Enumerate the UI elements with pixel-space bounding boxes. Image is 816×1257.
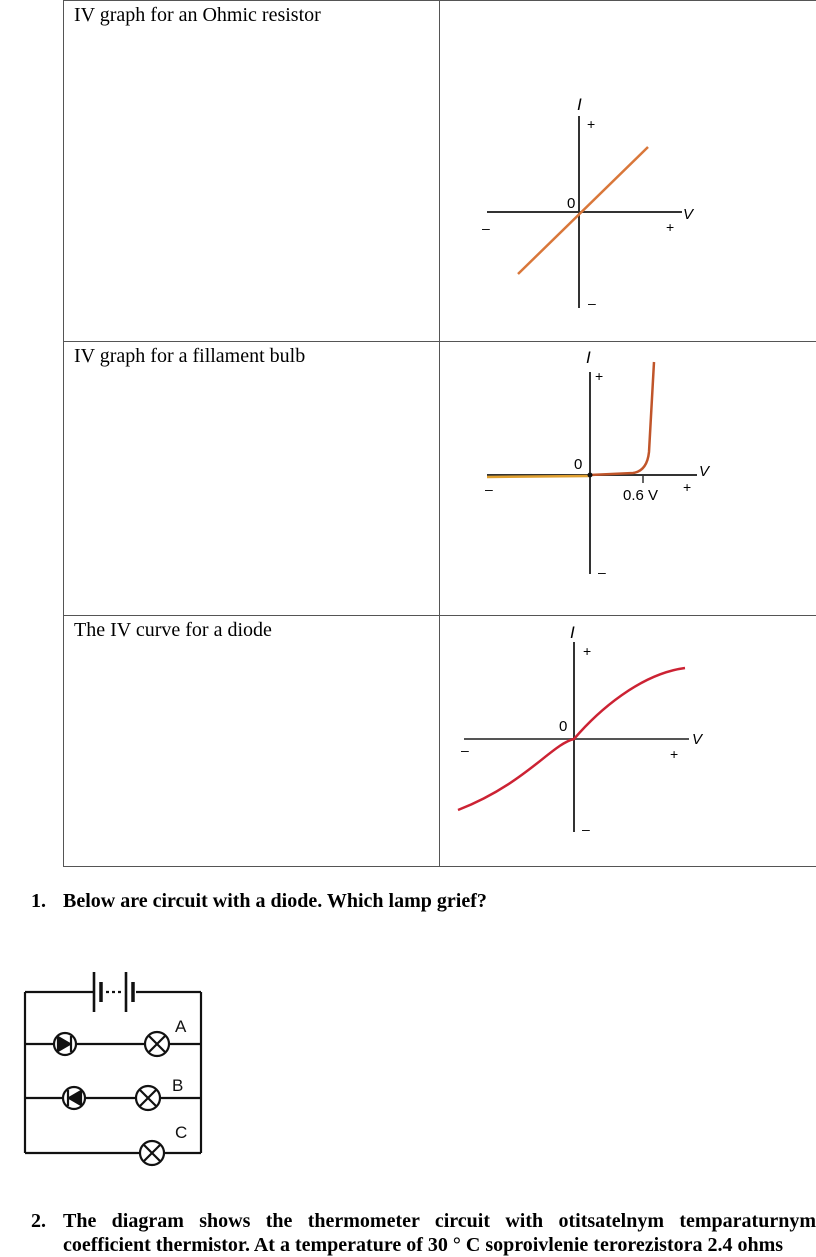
row-label: IV graph for a fillament bulb — [64, 342, 439, 368]
i-minus-label: – — [582, 821, 590, 837]
i-axis-label: I — [577, 95, 582, 114]
i-axis-label: I — [570, 623, 575, 642]
lamp-b-label: B — [172, 1076, 183, 1095]
v-plus-label: + — [670, 746, 678, 762]
question-number: 1. — [31, 889, 63, 913]
row-label: IV graph for an Ohmic resistor — [64, 1, 439, 27]
origin-label: 0 — [559, 718, 567, 735]
origin-label: 0 — [567, 195, 575, 212]
graph-cell — [440, 616, 816, 867]
table-row — [64, 1, 816, 342]
question-text: Below are circuit with a diode. Which lamp grief? — [63, 890, 487, 912]
question-line-1 — [31, 1209, 816, 1233]
iv-graph-table — [63, 0, 816, 867]
i-plus-label: + — [595, 368, 603, 384]
bulb-iv-graph — [440, 342, 816, 615]
v-minus-label: – — [485, 481, 493, 497]
question-number: 2. — [31, 1209, 63, 1233]
table-row — [64, 342, 816, 616]
i-plus-label: + — [587, 116, 595, 132]
table-row — [64, 616, 816, 867]
row-label-cell — [64, 342, 440, 616]
row-label-cell — [64, 616, 440, 867]
v-axis-label: V — [699, 463, 711, 480]
graph-cell — [440, 1, 816, 342]
question-text-line-2: coefficient thermistor. At a temperature of 30 ° C soproivlenie terorezistora 2.4 ohms — [31, 1233, 816, 1257]
diode-b-triangle — [69, 1091, 81, 1105]
v-plus-label: + — [683, 479, 691, 495]
v-axis-label: V — [683, 206, 695, 223]
diode-lamp-circuit — [14, 960, 214, 1170]
question-text-line-1: The diagram shows the thermometer circuit with otitsatelnym temparaturnym — [63, 1210, 816, 1232]
row-label: The IV curve for a diode — [64, 616, 439, 642]
question-2 — [31, 1209, 816, 1257]
ohmic-curve — [518, 147, 648, 274]
row-label-cell — [64, 1, 440, 342]
i-minus-label: – — [598, 564, 606, 580]
i-plus-label: + — [583, 643, 591, 659]
v-minus-label: – — [482, 220, 490, 236]
i-minus-label: – — [588, 295, 596, 311]
origin-dot — [588, 473, 593, 478]
lamp-a-label: A — [175, 1017, 187, 1036]
diode-a-triangle — [58, 1037, 70, 1051]
ohmic-iv-graph — [440, 1, 816, 341]
i-axis-label: I — [586, 348, 591, 367]
graph-cell — [440, 342, 816, 616]
v-axis-label: V — [692, 731, 704, 748]
origin-label: 0 — [574, 456, 582, 473]
v-plus-label: + — [666, 219, 674, 235]
diode-iv-graph — [440, 616, 816, 866]
question-1 — [31, 889, 487, 913]
threshold-label: 0.6 V — [623, 487, 658, 504]
reverse-curve — [487, 476, 590, 477]
v-minus-label: – — [461, 742, 469, 758]
lamp-c-label: C — [175, 1123, 187, 1142]
